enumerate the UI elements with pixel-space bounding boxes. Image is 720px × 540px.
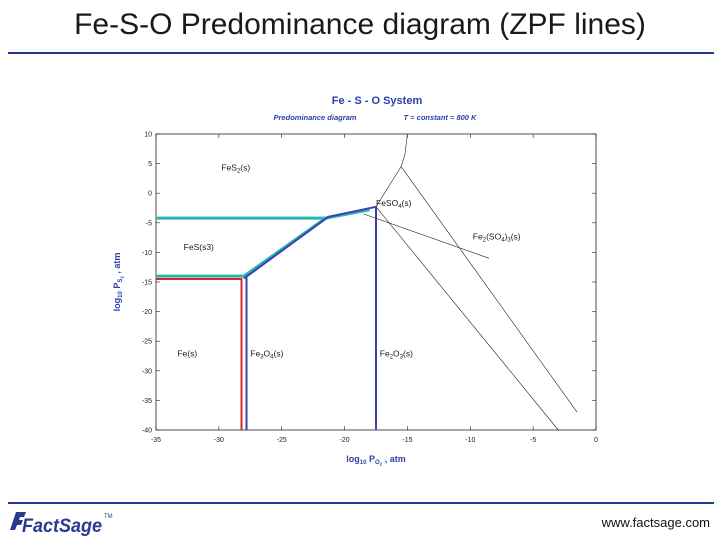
x-tick-label: -20 [339,437,350,444]
phase-region-label: FeSO$_4$(s) [376,198,412,211]
x-tick-label: 0 [594,437,598,444]
phase-boundary-line-8 [376,207,558,430]
slide-title: Fe-S-O Predominance diagram (ZPF lines) [74,8,646,41]
y-axis-label: $\log_{10} P_S2$ , atm [112,252,125,312]
x-tick-label: -5 [530,437,537,444]
y-tick-label: -30 [141,368,152,376]
y-tick-label: -20 [141,309,152,317]
x-tick-label: -25 [276,437,287,444]
phase-region-label: $Fe_3O_4(s)$ [250,348,284,361]
y-tick-label: -25 [141,338,152,346]
factsage-logo [6,506,116,538]
phase-region-label: $Fe_2O_3(s)$ [379,348,413,361]
y-tick-label: -15 [141,279,152,287]
chart-subtitle-left: Predominance diagram [273,113,357,122]
y-tick-label: -40 [141,427,152,435]
x-tick-label: -10 [465,437,476,444]
y-tick-label: 10 [144,131,152,139]
phase-boundary-line-4 [156,279,242,430]
logo-trademark: TM [104,514,113,520]
y-tick-label: 0 [148,190,152,198]
phase-region-label: FeS(s3) [183,242,214,253]
phase-region-label: FeS$_2$(s) [221,162,251,175]
chart-subtitle-right: T = constant = 800 K [403,113,477,122]
x-tick-label: -35 [150,437,162,444]
phase-boundary-line-9 [401,167,577,413]
logo-wordmark: FactSage [22,516,103,537]
footer-divider [8,502,714,504]
x-tick-label: -30 [213,437,224,444]
phase-region-label: Fe(s) [177,348,198,359]
phase-boundary-line-10 [363,214,489,258]
x-axis-label: $\log_{10} P_O2$ , atm [346,454,406,467]
website-link[interactable]: www.factsage.com [601,515,710,530]
phase-boundary-line-7 [376,134,407,207]
chart-title: Fe - S - O System [331,95,423,107]
tick-layer [142,132,598,445]
x-tick-label: -15 [402,437,413,444]
series-layer [156,134,577,430]
y-tick-label: 5 [148,161,152,169]
y-tick-label: -35 [141,397,152,405]
y-tick-label: -5 [145,220,152,228]
y-tick-label: -10 [141,249,152,257]
phase-region-label: $Fe_2(SO_4)_3(s)$ [472,231,521,244]
